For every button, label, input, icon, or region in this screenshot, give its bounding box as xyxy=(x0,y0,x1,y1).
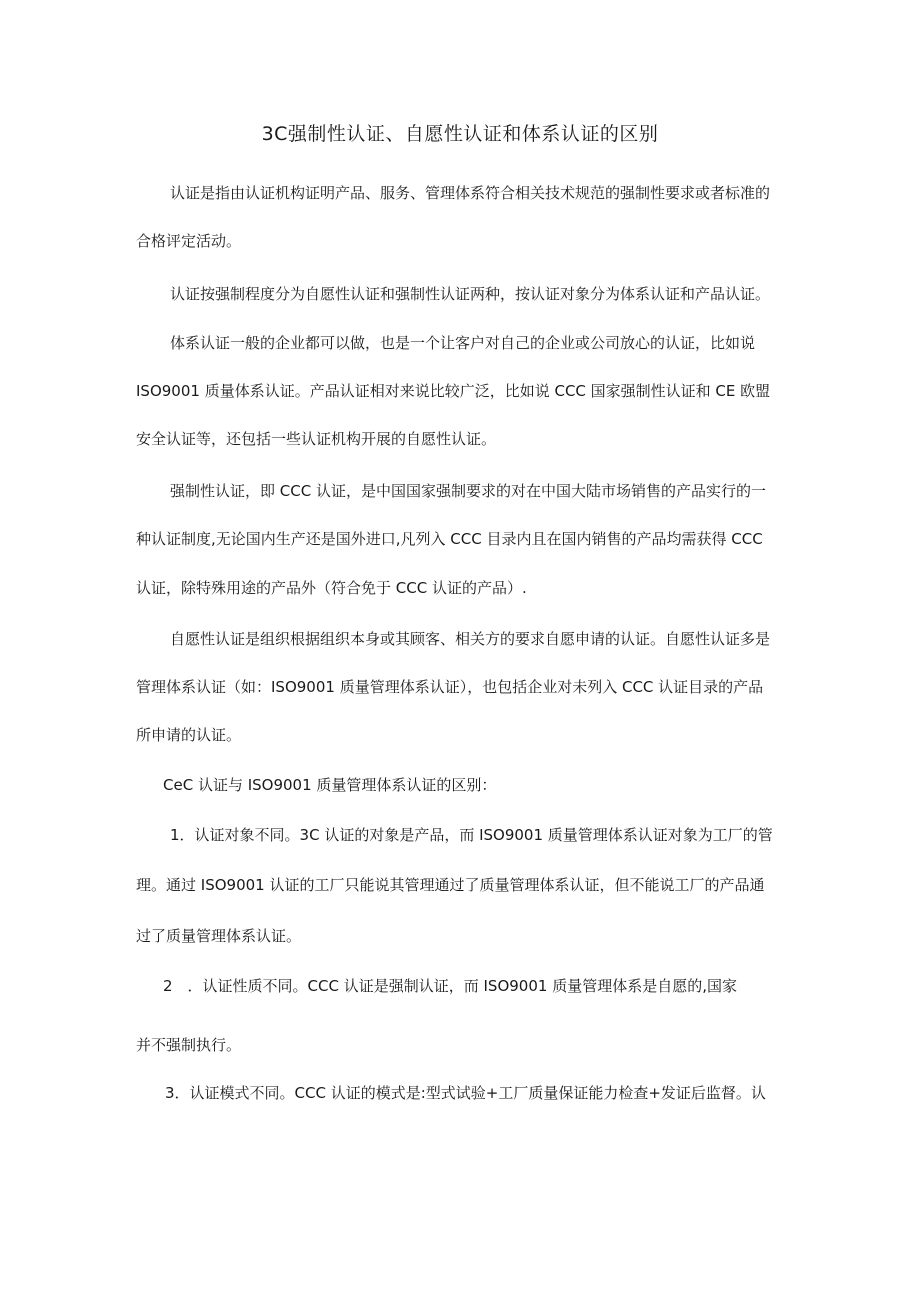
paragraph-line: 管理体系认证（如：ISO9001 质量管理体系认证），也包括企业对未列入 CCC 认证目录的产品 xyxy=(136,678,764,696)
list-item-line: 1．认证对象不同。3C 认证的对象是产品，而 ISO9001 质量管理体系认证对象为工厂的管 xyxy=(170,826,773,844)
paragraph-line: ISO9001 质量体系认证。产品认证相对来说比较广泛，比如说 CCC 国家强制性认证和 CE 欧盟 xyxy=(136,382,771,400)
list-item-line: 3．认证模式不同。CCC 认证的模式是:型式试验+工厂质量保证能力检查+发证后监督。认 xyxy=(165,1084,766,1102)
paragraph-line: 安全认证等，还包括一些认证机构开展的自愿性认证。 xyxy=(136,430,497,448)
paragraph-line: 强制性认证，即 CCC 认证，是中国国家强制要求的对在中国大陆市场销售的产品实行的一 xyxy=(170,482,766,500)
paragraph-line: 合格评定活动。 xyxy=(136,232,242,250)
paragraph-line: 自愿性认证是组织根据组织本身或其顾客、相关方的要求自愿申请的认证。自愿性认证多是 xyxy=(170,630,771,648)
paragraph-line: 种认证制度,无论国内生产还是国外进口,凡列入 CCC 目录内且在国内销售的产品均需获得 CCC xyxy=(136,530,763,548)
paragraph-line: 认证按强制程度分为自愿性认证和强制性认证两种，按认证对象分为体系认证和产品认证。 xyxy=(170,285,771,303)
list-item-line: 2 ．认证性质不同。CCC 认证是强制认证，而 ISO9001 质量管理体系是自愿的,国家 xyxy=(163,977,737,995)
paragraph-line: 体系认证一般的企业都可以做，也是一个让客户对自己的企业或公司放心的认证，比如说 xyxy=(170,334,756,352)
list-item-line: 过了质量管理体系认证。 xyxy=(136,927,302,945)
paragraph-line: 所申请的认证。 xyxy=(136,726,242,744)
list-item-line: 理。通过 ISO9001 认证的工厂只能说其管理通过了质量管理体系认证，但不能说工厂的产品通 xyxy=(136,876,765,894)
paragraph-line: 认证是指由认证机构证明产品、服务、管理体系符合相关技术规范的强制性要求或者标准的 xyxy=(170,184,771,202)
list-item-line: 并不强制执行。 xyxy=(136,1036,242,1054)
paragraph-line: 认证，除特殊用途的产品外（符合免于 CCC 认证的产品）. xyxy=(136,579,527,597)
page-title: 3C强制性认证、自愿性认证和体系认证的区别 xyxy=(261,123,659,145)
section-heading: CeC 认证与 ISO9001 质量管理体系认证的区别： xyxy=(163,776,497,794)
